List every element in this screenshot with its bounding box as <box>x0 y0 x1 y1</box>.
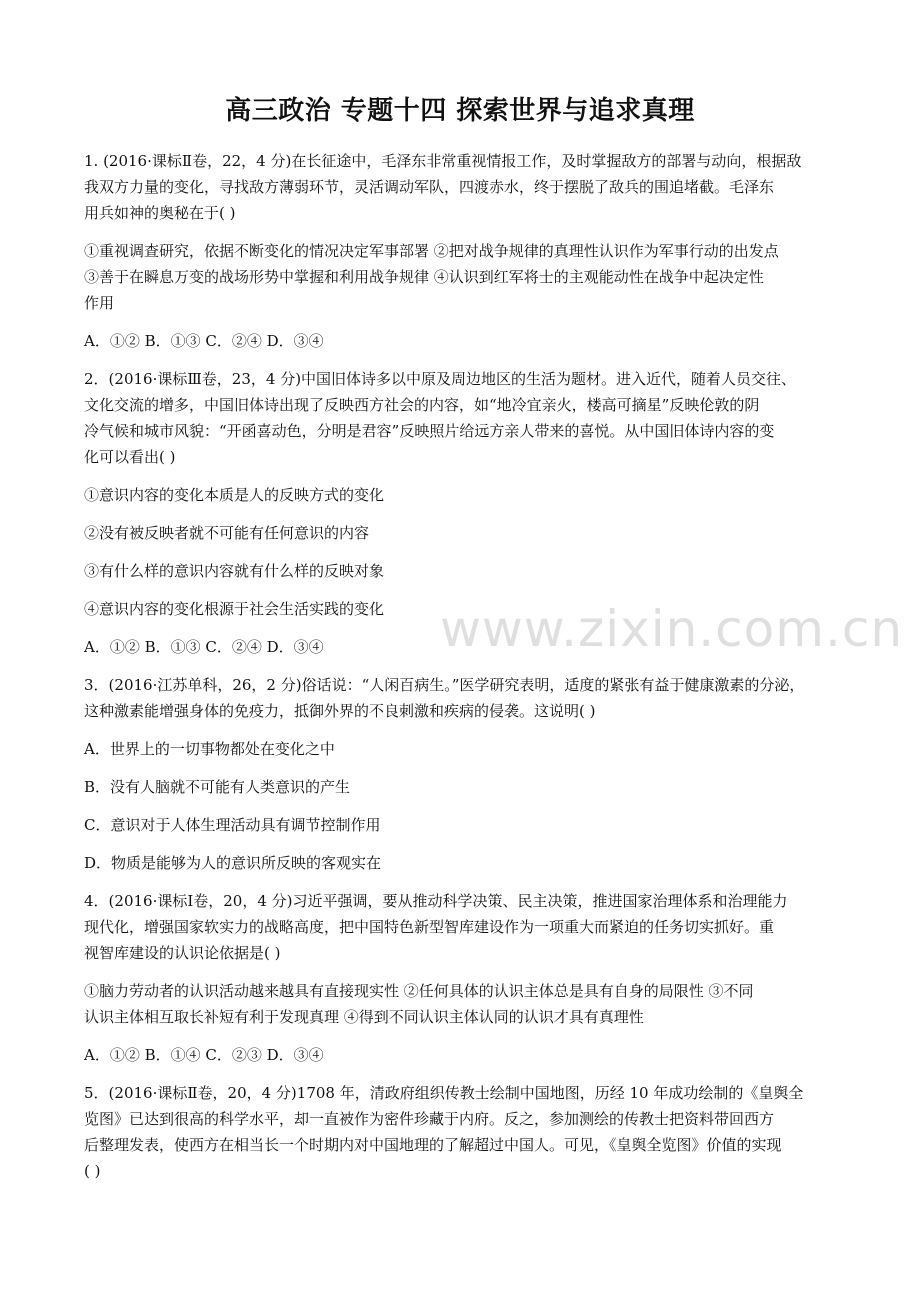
text-block <box>84 328 840 354</box>
text-line: 5．(2016·课标Ⅱ卷，20，4 分)1708 年，清政府组织传教士绘制中国地图，历经 10 年成功绘制的《皇舆全 <box>84 1084 804 1102</box>
watermark: www.zixin.com.cn <box>440 600 904 658</box>
text-block <box>84 672 840 724</box>
block-gap <box>84 660 840 672</box>
text-block <box>84 850 840 876</box>
text-block <box>84 520 840 546</box>
text-block <box>84 736 840 762</box>
text-line: 3．(2016·江苏单科，26，2 分)俗话说：“人闲百病生。”医学研究表明，适度的紧张有益于健康激素的分泌， <box>84 676 805 694</box>
text-block <box>84 774 840 800</box>
block-gap <box>84 800 840 812</box>
text-block <box>84 888 840 966</box>
block-gap <box>84 876 840 888</box>
text-line: ①脑力劳动者的认识活动越来越具有直接现实性 ②任何具体的认识主体总是具有自身的局限性 ③不同 <box>84 982 754 1000</box>
text-line: 后整理发表，使西方在相当长一个时期内对中国地理的了解超过中国人。可见，《皇舆全览图》价值的实现 <box>84 1136 782 1154</box>
text-line: 视智库建设的认识论依据是( ) <box>84 944 281 962</box>
text-block <box>84 634 840 660</box>
text-block <box>84 366 840 470</box>
text-line: C．意识对于人体生理活动具有调节控制作用 <box>84 816 381 834</box>
text-line: A．①② B．①④ C．②③ D．③④ <box>84 1046 324 1064</box>
question-content <box>84 148 840 1184</box>
block-gap <box>84 508 840 520</box>
block-gap <box>84 838 840 850</box>
text-block <box>84 482 840 508</box>
block-gap <box>84 470 840 482</box>
text-line: ①意识内容的变化本质是人的反映方式的变化 <box>84 486 385 504</box>
text-line: ②没有被反映者就不可能有任何意识的内容 <box>84 524 370 542</box>
text-line: A．世界上的一切事物都处在变化之中 <box>84 740 335 758</box>
text-line: ④意识内容的变化根源于社会生活实践的变化 <box>84 600 385 618</box>
text-line: A．①② B．①③ C．②④ D．③④ <box>84 638 324 656</box>
block-gap <box>84 546 840 558</box>
text-line: 认识主体相互取长补短有利于发现真理 ④得到不同认识主体认同的认识才具有真理性 <box>84 1008 644 1026</box>
text-line: 览图》已达到很高的科学水平，却一直被作为密件珍藏于内府。反之，参加测绘的传教士把资料带回西方 <box>84 1110 775 1128</box>
text-line: 用兵如神的奥秘在于( ) <box>84 204 236 222</box>
text-block <box>84 558 840 584</box>
text-line: 这种激素能增强身体的免疫力，抵御外界的不良刺激和疾病的侵袭。这说明( ) <box>84 702 596 720</box>
text-block <box>84 1042 840 1068</box>
text-line: D．物质是能够为人的意识所反映的客观实在 <box>84 854 382 872</box>
text-line: ③有什么样的意识内容就有什么样的反映对象 <box>84 562 385 580</box>
text-line: ( ) <box>84 1162 101 1180</box>
text-line: ①重视调查研究，依据不断变化的情况决定军事部署 ②把对战争规律的真理性认识作为军事行动的出发点 <box>84 242 779 260</box>
text-line: 2．(2016·课标Ⅲ卷，23，4 分)中国旧体诗多以中原及周边地区的生活为题材。进入近代，随着人员交往、 <box>84 370 797 388</box>
text-line: 4．(2016·课标Ⅰ卷，20，4 分)习近平强调，要从推动科学决策、民主决策，推进国家治理体系和治理能力 <box>84 892 788 910</box>
text-line: 文化交流的增多，中国旧体诗出现了反映西方社会的内容，如“地冷宜亲火，楼高可摘星”反映伦敦的阴 <box>84 396 760 414</box>
text-block <box>84 148 840 226</box>
text-block <box>84 238 840 316</box>
text-block <box>84 596 840 622</box>
block-gap <box>84 724 840 736</box>
text-line: 我双方力量的变化，寻找敌方薄弱环节，灵活调动军队，四渡赤水，终于摆脱了敌兵的围追堵截。毛泽东 <box>84 178 775 196</box>
block-gap <box>84 226 840 238</box>
text-block <box>84 978 840 1030</box>
text-line: 作用 <box>84 294 115 312</box>
block-gap <box>84 622 840 634</box>
block-gap <box>84 966 840 978</box>
block-gap <box>84 762 840 774</box>
text-line: A．①② B．①③ C．②④ D．③④ <box>84 332 324 350</box>
block-gap <box>84 354 840 366</box>
text-block <box>84 812 840 838</box>
block-gap <box>84 1068 840 1080</box>
block-gap <box>84 316 840 328</box>
text-line: 化可以看出( ) <box>84 448 176 466</box>
text-line: 1. (2016·课标Ⅱ卷，22，4 分)在长征途中，毛泽东非常重视情报工作，及时掌握敌方的部署与动向，根据敌 <box>84 152 802 170</box>
page-title: 高三政治 专题十四 探索世界与追求真理 <box>225 96 695 126</box>
text-line: 现代化，增强国家软实力的战略高度，把中国特色新型智库建设作为一项重大而紧迫的任务切实抓好。重 <box>84 918 775 936</box>
text-line: B．没有人脑就不可能有人类意识的产生 <box>84 778 351 796</box>
block-gap <box>84 584 840 596</box>
text-block <box>84 1080 840 1184</box>
text-line: 冷气候和城市风貌：“开函喜动色，分明是君容”反映照片给远方亲人带来的喜悦。从中国旧体诗内容的变 <box>84 422 775 440</box>
text-line: ③善于在瞬息万变的战场形势中掌握和利用战争规律 ④认识到红军将士的主观能动性在战争中起决定性 <box>84 268 764 286</box>
block-gap <box>84 1030 840 1042</box>
